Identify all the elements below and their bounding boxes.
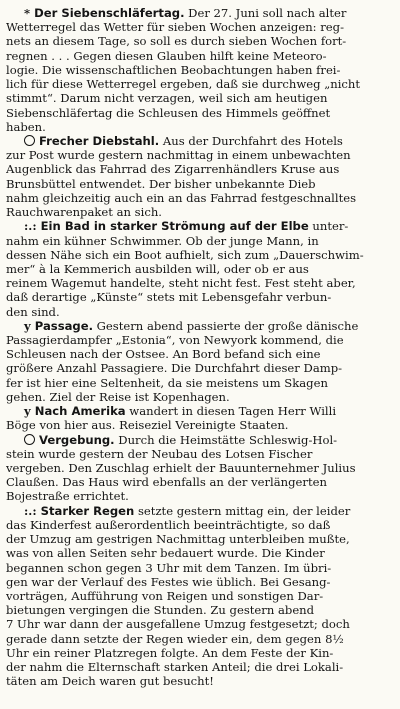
article-text: Der 27. Juni soll nach alter: [184, 6, 347, 20]
article-line: [6, 276, 396, 290]
article-text: gerade dann setzte der Regen wieder ein, dem gegen 8½: [6, 631, 344, 646]
article-line: [6, 447, 396, 461]
article-text: den sind.: [6, 304, 60, 319]
article-text: der Umzug am gestrigen Nachmittag unterbleiben mußte,: [6, 532, 350, 547]
article-text: Bojestraße errichtet.: [6, 489, 129, 504]
article-text: Gestern abend passierte der große dänische: [92, 318, 359, 333]
article-line: [6, 546, 396, 560]
news-item: [6, 319, 396, 404]
article-headline: Starker Regen: [40, 503, 135, 518]
article-text: täten am Deich waren gut besucht!: [6, 674, 214, 689]
article-headline: Vergebung.: [39, 432, 115, 447]
article-line: [6, 347, 396, 361]
article-headline: Nach Amerika: [34, 404, 126, 419]
article-headline: Passage.: [34, 318, 93, 333]
news-item: [6, 134, 396, 219]
article-text: größere Anzahl Passagiere. Die Durchfahrt dieser Damp-: [6, 361, 343, 376]
article-line: [6, 162, 396, 176]
item-marker: y: [24, 318, 35, 333]
article-text: der nahm die Elternschaft starken Anteil; die drei Lokali-: [6, 660, 344, 675]
article-text: Uhr ein reiner Platzregen folgte. An dem Feste der Kin-: [6, 645, 334, 660]
article-text: setzte gestern mittag ein, der leider: [134, 503, 351, 518]
article-text: zur Post wurde gestern nachmittag in einem unbewachten: [6, 148, 351, 163]
item-marker: :.:: [24, 219, 41, 234]
article-text: Passagierdampfer „Estonia“, von Newyork kommend, die: [6, 333, 344, 348]
article-text: begannen schon gegen 3 Uhr mit dem Tanzen. Im übri-: [6, 560, 332, 575]
article-text: Siebenschläfertag die Schleusen des Himmels geöffnet: [6, 105, 331, 120]
article-line: [6, 433, 396, 447]
article-headline: Frecher Diebstahl.: [39, 133, 160, 148]
article-line: [6, 390, 396, 404]
article-text: mer“ à la Kemmerich ausbilden will, oder ob er aus: [6, 261, 309, 276]
article-line: [6, 262, 396, 276]
article-text: lich für diese Wetterregel ergeben, daß sie durchweg „nicht: [6, 77, 361, 92]
article-text: das Kinderfest außerordentlich beeinträchtigte, so daß: [6, 517, 331, 532]
article-line: [6, 504, 396, 518]
news-item: [6, 6, 396, 134]
article-line: [6, 674, 396, 688]
article-line: [6, 148, 396, 162]
article-line: [6, 205, 396, 219]
article-text: bietungen vergingen die Stunden. Zu gestern abend: [6, 603, 315, 618]
article-text: haben.: [6, 119, 46, 134]
article-text: vorträgen, Aufführung von Reigen und sonstigen Dar-: [6, 588, 324, 603]
article-line: [6, 134, 396, 148]
article-line: [6, 91, 396, 105]
article-text: 7 Uhr war dann der ausgefallene Umzug festgesetzt; doch: [6, 617, 350, 632]
article-line: [6, 660, 396, 674]
article-line: [6, 532, 396, 546]
article-text: dessen Nähe sich ein Boot aufhielt, sich zum „Dauerschwim-: [6, 247, 364, 262]
article-line: [6, 575, 396, 589]
article-line: [6, 219, 396, 233]
article-text: nahm ein kühner Schwimmer. Ob der junge Mann, in: [6, 233, 319, 248]
article-line: [6, 376, 396, 390]
news-item: [6, 404, 396, 432]
article-text: wandert in diesen Tagen Herr Willi: [125, 404, 337, 419]
article-text: fer ist hier eine Seltenheit, da sie meistens um Skagen: [6, 375, 328, 390]
article-text: unter-: [308, 219, 349, 234]
article-line: [6, 77, 396, 91]
article-line: [6, 20, 396, 34]
article-line: [6, 404, 396, 418]
article-line: [6, 305, 396, 319]
item-marker: :.:: [24, 503, 41, 518]
article-text: Böge von hier aus. Reiseziel Vereinigte Staaten.: [6, 418, 289, 433]
article-line: [6, 120, 396, 134]
article-text: gehen. Ziel der Reise ist Kopenhagen.: [6, 389, 230, 404]
news-item: [6, 433, 396, 504]
article-headline: Der Siebenschläfertag.: [34, 6, 185, 20]
circle-marker-icon: [24, 135, 35, 146]
article-text: Schleusen nach der Ostsee. An Bord befand sich eine: [6, 347, 321, 362]
news-item: [6, 504, 396, 689]
article-line: [6, 489, 396, 503]
article-line: [6, 49, 396, 63]
article-text: regnen . . . Gegen diesen Glauben hilft keine Meteoro-: [6, 48, 327, 63]
article-text: Aus der Durchfahrt des Hotels: [159, 133, 343, 148]
article-line: [6, 234, 396, 248]
article-line: [6, 589, 396, 603]
article-headline: Ein Bad in starker Strömung auf der Elbe: [40, 219, 309, 234]
article-text: Durch die Heimstätte Schleswig-Hol-: [114, 432, 338, 447]
article-line: [6, 617, 396, 631]
article-text: Rauchwarenpaket an sich.: [6, 205, 162, 220]
article-text: was von allen Seiten sehr bedauert wurde. Die Kinder: [6, 546, 325, 561]
article-line: [6, 603, 396, 617]
article-line: [6, 632, 396, 646]
article-line: [6, 319, 396, 333]
article-line: [6, 290, 396, 304]
article-line: [6, 646, 396, 660]
news-item: [6, 219, 396, 319]
article-text: Wetterregel das Wetter für sieben Wochen anzeigen: reg-: [6, 20, 345, 35]
article-line: [6, 63, 396, 77]
article-line: [6, 333, 396, 347]
article-text: Augenblick das Fahrrad des Zigarrenhändlers Kruse aus: [6, 162, 340, 177]
item-marker: y: [24, 404, 35, 419]
article-line: [6, 561, 396, 575]
article-text: daß derartige „Künste“ stets mit Lebensgefahr verbun-: [6, 290, 332, 305]
article-text: nets an diesem Tage, so soll es durch sieben Wochen fort-: [6, 34, 347, 49]
article-text: stimmt“. Darum nicht verzagen, weil sich am heutigen: [6, 91, 328, 106]
article-text: stein wurde gestern der Neubau des Lotsen Fischer: [6, 446, 313, 461]
article-line: [6, 475, 396, 489]
article-text: gen war der Verlauf des Festes wie üblich. Bei Gesang-: [6, 574, 331, 589]
article-line: [6, 34, 396, 48]
item-marker: *: [24, 6, 35, 20]
circle-marker-icon: [24, 434, 35, 445]
article-line: [6, 361, 396, 375]
article-text: Claußen. Das Haus wird ebenfalls an der verlängerten: [6, 475, 327, 490]
article-text: nahm gleichzeitig auch ein an das Fahrrad festgeschnalltes: [6, 190, 357, 205]
article-line: [6, 177, 396, 191]
news-column: [6, 6, 396, 689]
article-line: [6, 248, 396, 262]
article-text: reinem Wagemut handelte, steht nicht fest. Fest steht aber,: [6, 276, 356, 291]
article-line: [6, 191, 396, 205]
article-text: Brunsbüttel entwendet. Der bisher unbekannte Dieb: [6, 176, 316, 191]
article-line: [6, 6, 396, 20]
article-line: [6, 418, 396, 432]
article-line: [6, 106, 396, 120]
article-text: vergeben. Den Zuschlag erhielt der Bauunternehmer Julius: [6, 461, 356, 475]
article-line: [6, 518, 396, 532]
article-text: logie. Die wissenschaftlichen Beobachtungen haben frei-: [6, 62, 341, 77]
article-line: [6, 461, 396, 475]
